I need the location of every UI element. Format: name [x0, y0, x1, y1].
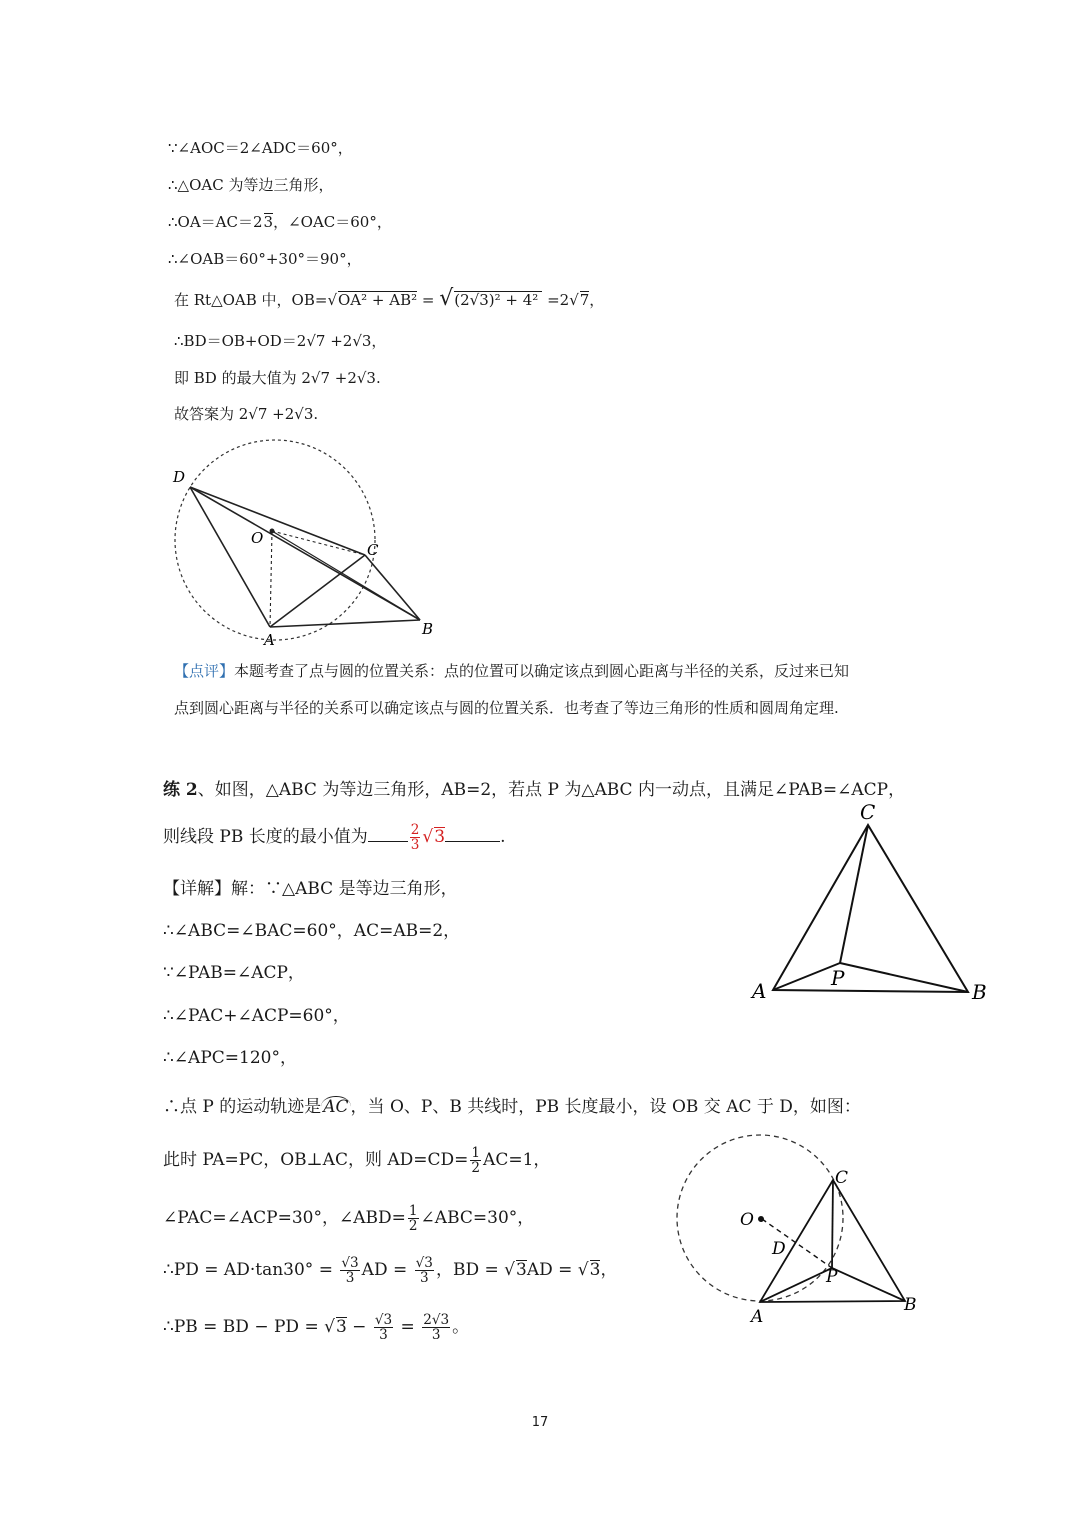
proof-line-7: 即 BD 的最大值为 2√7 +2√3.	[174, 369, 381, 387]
triangle-abc	[773, 825, 968, 992]
detail-line-1: 【详解】解：∵△ABC 是等边三角形，	[163, 879, 458, 899]
label-a: A	[264, 631, 275, 649]
detail-line-6: ∴点 P 的运动轨迹是 AC ，当 O、P、B 共线时，PB 长度最小，设 OB 交 AC 于 D，如图：	[163, 1097, 861, 1117]
center-point-o	[758, 1216, 764, 1222]
triangle-figure-2	[740, 795, 1000, 1010]
detail-line-2: ∴∠ABC=∠BAC=60°，AC=AB=2，	[163, 921, 461, 941]
segment-da	[190, 487, 270, 627]
detail-line-5: ∴∠APC=120°，	[163, 1048, 297, 1068]
answer-value: $\frac{2}{3}$ √3	[410, 821, 446, 853]
detail-line-4: ∴∠PAC+∠ACP=60°，	[163, 1006, 350, 1026]
label-a: A	[751, 1307, 764, 1327]
circle-figure-1	[160, 430, 450, 650]
dashed-circle	[175, 440, 375, 640]
label-d: D	[772, 1239, 786, 1259]
segment-pb	[840, 963, 968, 992]
label-b: B	[904, 1295, 917, 1315]
proof-line-3: ∴OA＝AC＝23，∠OAC＝60°，	[168, 213, 392, 231]
segment-ab	[270, 620, 420, 627]
segment-ac	[270, 555, 365, 627]
proof-line-8: 故答案为 2√7 +2√3.	[174, 405, 319, 423]
proof-line-6: ∴BD＝OB+OD＝2√7 +2√3，	[174, 332, 387, 350]
label-c: C	[860, 800, 876, 824]
detail-line-10: ∴PB = BD − PD = √3 − $\frac{√3}{3}$ = $\frac{2√3}{3}$ 。	[163, 1311, 470, 1343]
segment-cb	[365, 555, 420, 620]
label-b: B	[422, 620, 434, 638]
comment-line-1: 【点评】本题考查了点与圆的位置关系：点的位置可以确定该点到圆心距离与半径的关系，反过来已知	[174, 662, 850, 680]
circle-figure-3	[670, 1130, 930, 1330]
detail-line-3: ∵∠PAB=∠ACP，	[163, 963, 305, 983]
detail-line-9: ∴PD = AD·tan30° = $\frac{√3}{3}$ AD = $\frac{√3}{3}$ ，BD = √3AD = √3，	[163, 1254, 618, 1286]
segment-ob	[272, 531, 420, 620]
proof-line-5: 在 Rt△OAB 中，OB=√OA² + AB² = √(2√3)² + 4² =2√7，	[174, 286, 605, 311]
proof-line-1: ∵∠AOC＝2∠ADC＝60°，	[168, 139, 353, 157]
label-c: C	[835, 1168, 849, 1188]
label-b: B	[972, 980, 987, 1004]
segment-ap	[773, 963, 840, 990]
page-number: 17	[531, 1415, 549, 1430]
label-o: O	[251, 529, 264, 547]
exercise-question-1: 练 2、如图，△ABC 为等边三角形，AB=2，若点 P 为△ABC 内一动点，且满足∠PAB=∠ACP，	[163, 780, 906, 800]
label-p: P	[826, 1267, 838, 1287]
exercise-title: 练 2	[163, 780, 198, 800]
center-point-o	[270, 529, 275, 534]
dashed-oa	[270, 531, 272, 627]
proof-line-4: ∴∠OAB＝60°+30°＝90°，	[168, 250, 362, 268]
label-d: D	[173, 468, 186, 486]
proof-line-2: ∴△OAC 为等边三角形，	[168, 176, 334, 194]
label-c: C	[367, 541, 379, 559]
label-o: O	[740, 1210, 754, 1230]
exercise-question-2: 则线段 PB 长度的最小值为 $\frac{2}{3}$ √3 .	[163, 821, 506, 853]
label-a: A	[752, 979, 767, 1003]
segment-cp	[832, 1180, 833, 1268]
detail-line-7: 此时 PA=PC，OB⊥AC，则 AD=CD= $\frac{1}{2}$ AC=1，	[163, 1144, 551, 1176]
segment-pb	[832, 1268, 905, 1301]
detail-line-8: ∠PAC=∠ACP=30°，∠ABD= $\frac{1}{2}$ ∠ABC=30°，	[163, 1202, 535, 1234]
segment-dc	[190, 487, 365, 555]
comment-tag: 【点评】	[174, 662, 235, 680]
comment-line-2: 点到圆心距离与半径的关系可以确定该点与圆的位置关系．也考查了等边三角形的性质和圆周角定理.	[174, 699, 839, 717]
segment-cp	[840, 825, 868, 963]
label-p: P	[831, 966, 845, 990]
